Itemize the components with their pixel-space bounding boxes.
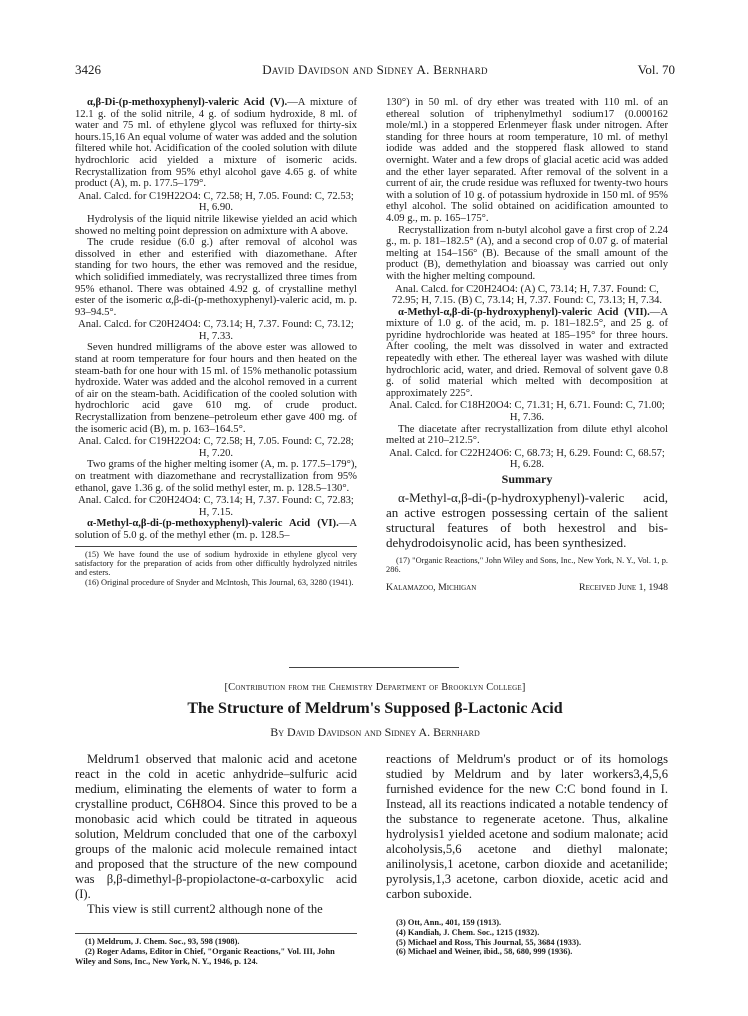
footnotes-left [75,550,357,588]
paragraph: α-Methyl-α,β-di-(p-methoxyphenyl)-valeric Acid (VI).—A solution of 5.0 g. of the methyl ether (m. p. 128.5– [75,518,357,541]
article-byline: By David Davidson and Sidney A. Bernhard [270,725,480,739]
footnote: (2) Roger Adams, Editor in Chief, "Organic Reactions," Vol. III, John Wiley and Sons, Inc., New York, N. Y., 1946, p. 124. [75,946,335,966]
contribution-line: [Contribution from the Chemistry Department of Brooklyn College] [224,682,526,693]
paragraph: α,β-Di-(p-methoxyphenyl)-valeric Acid (V).—A mixture of 12.1 g. of the solid nitrile, 4 g. of sodium hydroxide, 8 ml. of water and 75 ml. of ethylene glycol was refluxed for thirty-six hours.15,16 An equal volume of water was added and the solution filtered while hot. Acidification of the cooled solution with dilute hydrochloric acid yielded a mixture of isomeric acids. Recrystallization from 95% ethyl alcohol gave 4.65 g. of white product (A), m. p. 177.5–179°. [75,97,358,190]
volume-label: Vol. 70 [637,62,675,77]
analysis: Anal. Calcd. for C19H22O4: C, 72.58; H, 7.05. Found: C, 72.28; H, 7.20. [78,436,354,459]
page-number: 3426 [75,62,101,77]
paragraph: Hydrolysis of the liquid nitrile likewise yielded an acid which showed no melting point depression on admixture with A above. [75,213,357,237]
paragraph: Seven hundred milligrams of the above ester was allowed to stand at room temperature for four hours and then heated on the steam-bath for one hour with 15 ml. of 15% methanolic potassium hydroxide. Water was added and the alcohol removed in a current of air on the steam-bath. Acidification of the cooled solution with hydrochloric acid gave 610 mg. of crude product. Recrystallization from benzene–petroleum ether gave 400 mg. of the isomeric acid (B), m. p. 163–164.5°. [75,342,357,435]
article-separator [289,667,459,668]
paragraph: Two grams of the higher melting isomer (A, m. p. 177.5–179°), on treatment with diazomethane and recrystallization from 95% ethanol, gave 1.36 g. of the solid methyl ester, m. p. 128.5–130°. [75,459,357,494]
left-column [75,97,357,587]
footnote: (15) We have found the use of sodium hydroxide in ethylene glycol very satisfactory for the preparation of acids from other difficultly hydrolyzed nitriles and esters. [75,549,357,578]
analysis: Anal. Calcd. for C18H20O4: C, 71.31; H, 6.71. Found: C, 71.00; H, 7.36. [389,400,665,424]
summary-text: α-Methyl-α,β-di-(p-hydroxyphenyl)-valeric acid, an active estrogen possessing certain of the salient structural features of both hexestrol and bis-dehydrodoisynolic acid, has been synthesized. [386,489,668,550]
paragraph: The diacetate after recrystallization from dilute ethyl alcohol melted at 210–212.5°. [386,423,668,447]
summary [386,490,668,550]
running-title: David Davidson and Sidney A. Bernhard [262,62,488,77]
footnote: (3) Ott, Ann., 401, 159 (1913). [396,918,502,927]
footnotes-right [386,556,668,575]
address-line [386,582,668,594]
right-column [386,97,668,594]
received-date: Received June 1, 1948 [579,582,668,594]
paragraph: 130°) in 50 ml. of dry ether was treated with 110 ml. of an ethereal solution of triphenylmethyl sodium17 (0.000162 mole/ml.) in a stoppered Erlenmeyer flask under nitrogen. After standing for three hours at room temperature, 10 ml. of methyl iodide was added and the stoppered flask allowed to stand overnight. Water and a few drops of glacial acetic acid was added and the ether layer separated. After removal of the solvent in a current of air, the crude residue was refluxed for twenty-two hours with a solution of 10 g. of potassium hydroxide in 150 ml. of 95% ethyl alcohol. The solid obtained on acidification amounted to 4.09 g., m. p. 165–175°. [386,97,668,224]
address-location: Kalamazoo, Michigan [386,582,477,594]
article-title: The Structure of Meldrum's Supposed β-Lactonic Acid [187,700,563,717]
paragraph: This view is still current2 although none of the [87,902,323,916]
footnote: (6) Michael and Weiner, ibid., 58, 680, 999 (1936). [396,947,573,957]
analysis: Anal. Calcd. for C22H24O6: C, 68.73; H, 6.29. Found: C, 68.57; H, 6.28. [389,447,665,471]
summary-heading: Summary [501,472,553,486]
footnote: (4) Kandiah, J. Chem. Soc., 1215 (1932). [396,927,540,937]
paragraph: reactions of Meldrum's product or of its homologs studied by Meldrum and by later workers3,4,5,6 furnished evidence for the new C:C bond found in I. Instead, all its reactions indicated a notable tendency of the substance to regenerate acetone. Thus, alkaline hydrolysis1 yielded acetone and sodium malonate; acid alcoholysis,5,6 acetone and diethyl malonate; anilinolysis,1 acetone, carbon dioxide and acetanilide; pyrolysis,1,3 acetone, carbon dioxide, acetic acid and carbon suboxide. [386,752,668,901]
analysis: Anal. Calcd. for C20H24O4: C, 73.14; H, 7.37. Found: C, 73.12; H, 7.33. [78,319,354,342]
section-lead: α,β-Di-(p-methoxyphenyl)-valeric Acid (V). [87,97,288,108]
paragraph: α-Methyl-α,β-di-(p-hydroxyphenyl)-valeric Acid (VII).—A mixture of 1.0 g. of the acid, m. p. 181–182.5°, and 25 g. of pyridine hydrochloride was heated at 185–195° for three hours. After cooling, the melt was dissolved in water and extracted repeatedly with ether. The ethereal layer was washed with dilute hydrochloric acid, water, and dried. Removal of solvent gave 0.8 g. of solid material which melted with decomposition at approximately 225°. [386,306,668,399]
footnote-rule [75,933,357,934]
article2-left-column [75,752,357,917]
footnote: (16) Original procedure of Snyder and McIntosh, This Journal, 63, 3280 (1941). [85,577,354,587]
section-lead: α-Methyl-α,β-di-(p-methoxyphenyl)-valeric Acid (VI). [87,518,339,530]
analysis: Anal. Calcd. for C20H24O4: (A) C, 73.14; H, 7.37. Found: C, 72.95; H, 7.15. (B) C, 73.14; H, 7.37. Found: C, 73.13; H, 7.34. [391,283,663,307]
paragraph: The crude residue (6.0 g.) after removal of alcohol was dissolved in ether and esterified with diazomethane. After standing for two hours, the ether was removed and the residue, which solidified immediately, was recrystallized three times from 95% ethanol. There was obtained 4.92 g. of crystalline methyl ester of the isomeric α,β-di-(p-methoxyphenyl)-valeric acid, m. p. 93–94.5°. [75,237,357,318]
paragraph: Meldrum1 observed that malonic acid and acetone react in the cold in acetic anhydride–sulfuric acid medium, eliminating the elements of water to form a crystalline product, C6H8O4. Since this proved to be a monobasic acid which could be titrated in aqueous solution, Meldrum concluded that one of the carboxyl groups of the malonic acid molecule remained intact and proposed that the structure of the new compound was β,β-dimethyl-β-propiolactone-α-carboxylic acid (I). [75,752,357,901]
article2-right-column [386,752,668,902]
article2-footnotes-left [75,937,357,966]
analysis: Anal. Calcd. for C20H24O4: C, 73.14; H, 7.37. Found: C, 72.83; H, 7.15. [78,495,354,518]
paragraph: Recrystallization from n-butyl alcohol gave a first crop of 2.24 g., m. p. 181–182.5° (A), and a second crop of 0.07 g. of material melting at 154–156° (B). Because of the small amount of the product (B), demethylation and bioassay was carried out only with the higher melting compound. [386,224,668,282]
article2-footnotes-right [386,918,668,957]
footnote: (1) Meldrum, J. Chem. Soc., 93, 598 (1908). [85,937,240,946]
page-header [75,62,675,78]
section-lead: α-Methyl-α,β-di-(p-hydroxyphenyl)-valeric Acid (VII). [398,306,650,318]
footnote-rule [75,546,357,547]
footnote: (17) "Organic Reactions," John Wiley and Sons, Inc., New York, N. Y., Vol. 1, p. 286. [386,555,668,574]
footnote: (5) Michael and Ross, This Journal, 55, 3684 (1933). [396,937,582,947]
analysis: Anal. Calcd. for C19H22O4: C, 72.58; H, 7.05. Found: C, 72.53; H, 6.90. [78,190,354,214]
